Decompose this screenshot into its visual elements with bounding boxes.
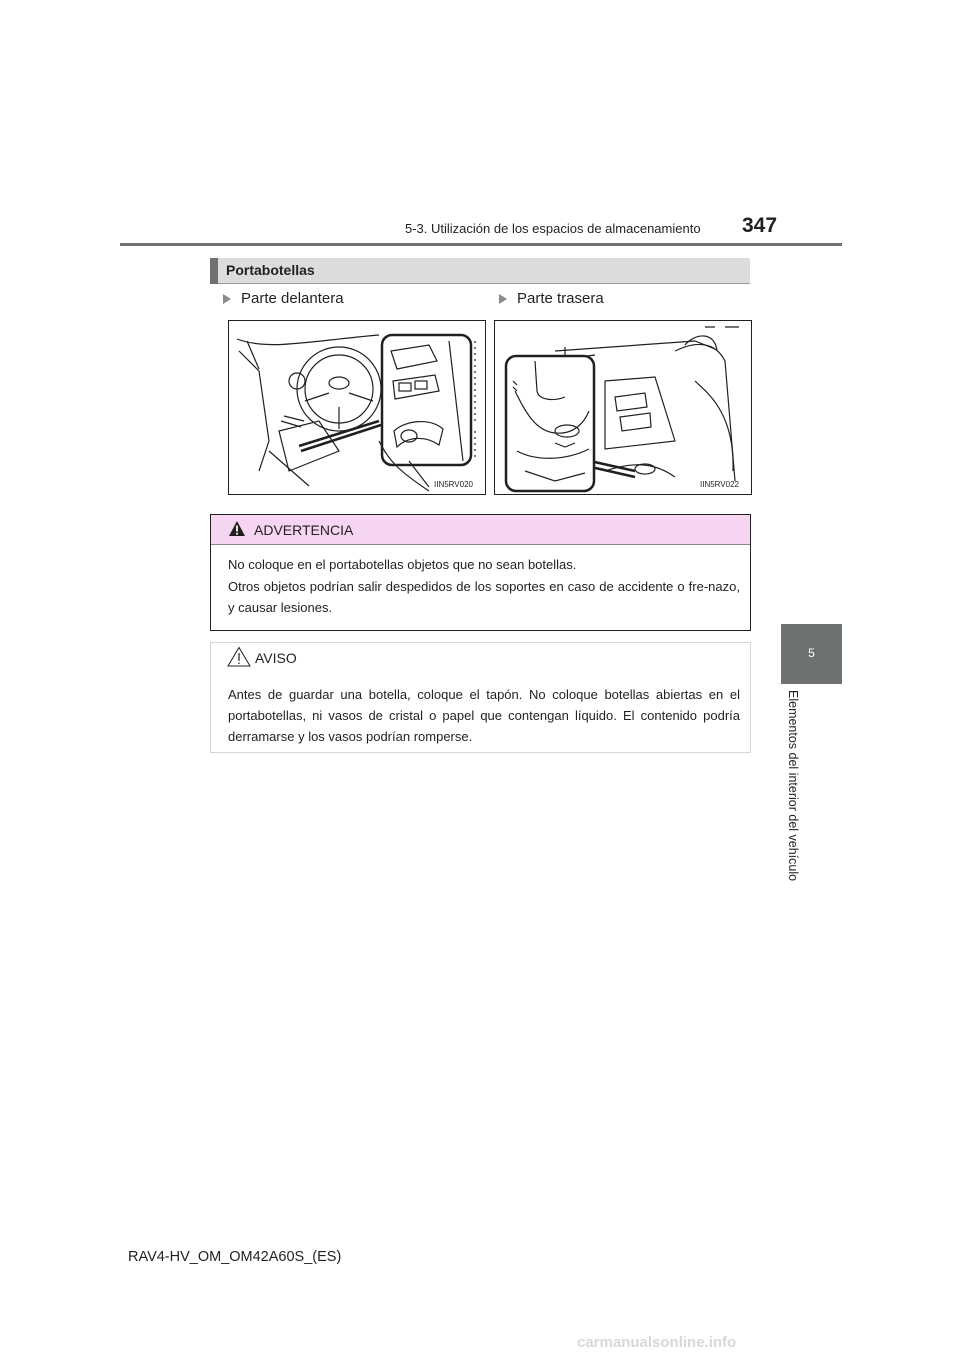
- chapter-title: 5-3. Utilización de los espacios de almacenamiento: [405, 221, 701, 236]
- rear-label-text: Parte trasera: [517, 290, 604, 307]
- front-illustration-drawing: [229, 321, 485, 494]
- section-accent: [210, 258, 218, 284]
- warning-triangle-icon: [228, 520, 246, 537]
- watermark: carmanualsonline.info: [577, 1334, 737, 1351]
- rear-cup-holder-illustration: [494, 320, 752, 495]
- chapter-tab-number: 5: [808, 646, 815, 660]
- page-number: 347: [742, 214, 778, 237]
- front-image-code: IIN5RV020: [434, 480, 473, 489]
- chapter-tab: [781, 624, 842, 684]
- warning-header: [211, 515, 750, 545]
- section-title: Portabotellas: [226, 262, 315, 278]
- rear-label: [499, 290, 604, 307]
- caution-triangle-icon: [227, 646, 251, 667]
- rear-illustration-drawing: [495, 321, 751, 494]
- header-rule: [120, 243, 842, 246]
- rear-image-code: IIN5RV022: [700, 480, 739, 489]
- warning-paragraph-1: No coloque en el portabotellas objetos que no sean botellas.: [228, 557, 577, 572]
- front-label-text: Parte delantera: [241, 290, 344, 307]
- chapter-caption-wrap: [781, 690, 809, 890]
- notice-box: [210, 642, 751, 753]
- front-cup-holder-illustration: [228, 320, 486, 495]
- chapter-caption: Elementos del interior del vehículo: [786, 690, 800, 882]
- triangle-bullet-icon: [499, 294, 507, 304]
- warning-paragraph-2: Otros objetos podrían salir despedidos de los soportes en caso de accidente o fre-nazo, y causar lesiones.: [228, 579, 740, 615]
- front-label: [223, 290, 344, 307]
- document-code: RAV4-HV_OM_OM42A60S_(ES): [128, 1249, 342, 1265]
- notice-paragraph: Antes de guardar una botella, coloque el tapón. No coloque botellas abiertas en el portabotellas, ni vasos de cristal o papel que contengan líquido. El contenido podría derramarse y los vasos podrían romperse.: [228, 687, 740, 744]
- notice-title: AVISO: [255, 650, 297, 666]
- warning-box: [210, 514, 751, 631]
- section-header: [210, 258, 750, 284]
- triangle-bullet-icon: [223, 294, 231, 304]
- warning-title: ADVERTENCIA: [254, 522, 354, 538]
